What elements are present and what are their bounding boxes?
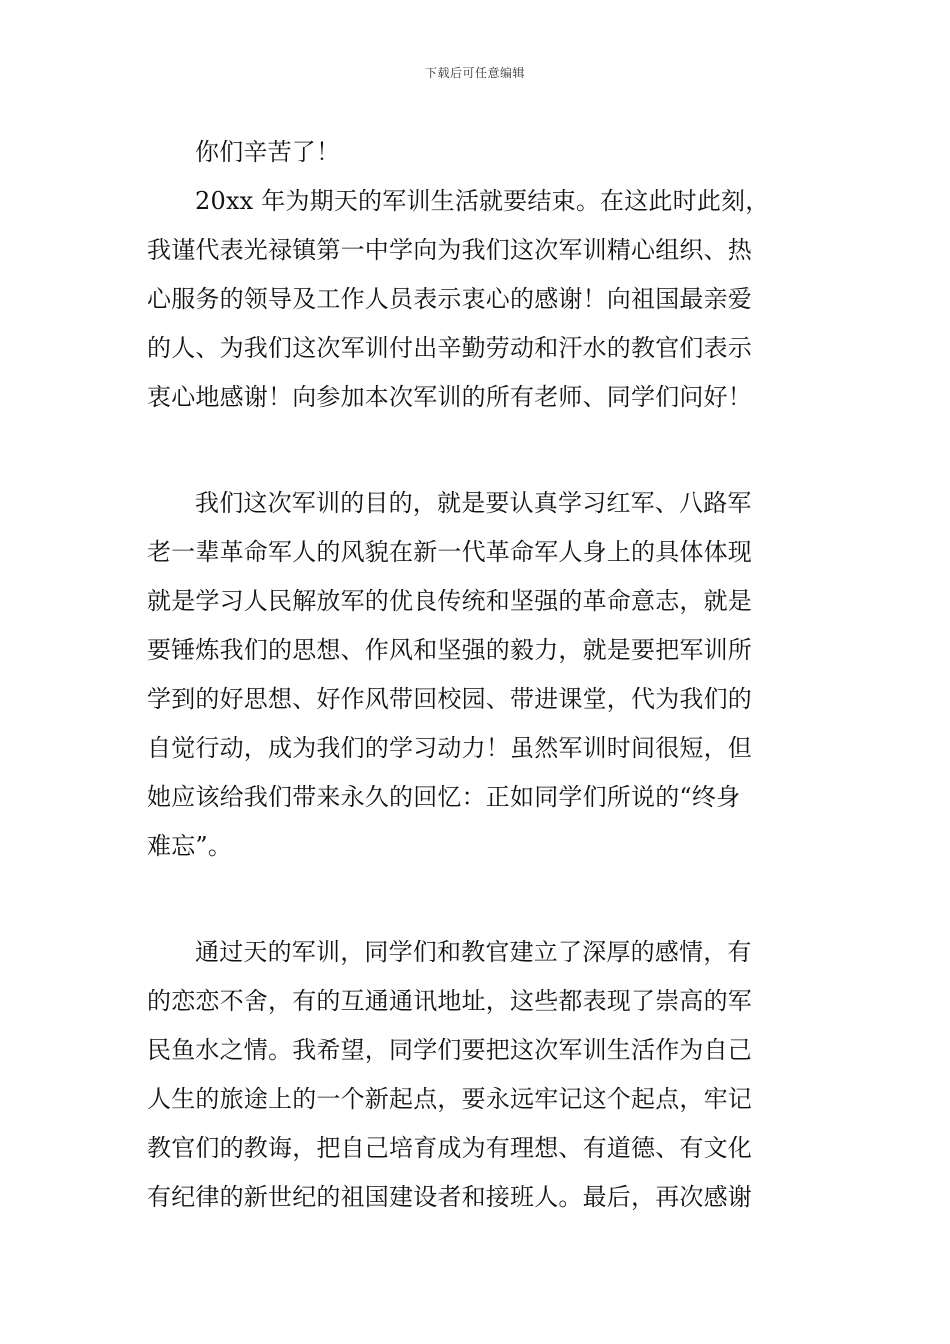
paragraph-thanks (147, 177, 807, 422)
text-line: 心服务的领导及工作人员表示衷心的感谢！向祖国最亲爱 (147, 285, 752, 313)
paragraph-spacer (147, 871, 807, 928)
text-line: 有纪律的新世纪的祖国建设者和接班人。最后，再次感谢 (147, 1183, 752, 1211)
text-line: 就是学习人民解放军的优良传统和坚强的革命意志，就是 (147, 587, 752, 615)
text-line: 的恋恋不舍，有的互通通讯地址，这些都表现了崇高的军 (147, 987, 752, 1015)
text-line: 我谨代表光禄镇第一中学向为我们这次军训精心组织、热 (147, 236, 752, 264)
paragraph-closing (147, 928, 807, 1222)
paragraph-purpose (147, 479, 807, 871)
text-line: 的人、为我们这次军训付出辛勤劳动和汗水的教官们表示 (147, 334, 752, 362)
text-line: 通过天的军训，同学们和教官建立了深厚的感情，有 (195, 938, 752, 966)
text-line: 人生的旅途上的一个新起点，要永远牢记这个起点，牢记 (147, 1085, 752, 1113)
text-line: 学到的好思想、好作风带回校园、带进课堂，代为我们的 (147, 685, 752, 713)
page-header: 下载后可任意编辑 (424, 66, 525, 80)
paragraph-spacer (147, 422, 807, 479)
text-line: 难忘”。 (147, 832, 233, 860)
text-line: 20xx 年为期天的军训生活就要结束。在这此时此刻， (195, 187, 770, 215)
text-line: 民鱼水之情。我希望，同学们要把这次军训生活作为自己 (147, 1036, 752, 1064)
text-line: 你们辛苦了！ (195, 138, 341, 166)
text-line: 她应该给我们带来永久的回忆：正如同学们所说的“终身 (147, 783, 741, 811)
text-line: 教官们的教诲，把自己培育成为有理想、有道德、有文化 (147, 1134, 752, 1162)
paragraph-greeting (147, 128, 807, 177)
text-line: 自觉行动，成为我们的学习动力！虽然军训时间很短，但 (147, 734, 752, 762)
text-line: 衷心地感谢！向参加本次军训的所有老师、同学们问好！ (147, 383, 752, 411)
text-line: 老一辈革命军人的风貌在新一代革命军人身上的具体体现 (147, 538, 752, 566)
document-body (147, 128, 807, 1222)
text-line: 我们这次军训的目的，就是要认真学习红军、八路军 (195, 489, 752, 517)
text-line: 要锤炼我们的思想、作风和坚强的毅力，就是要把军训所 (147, 636, 752, 664)
